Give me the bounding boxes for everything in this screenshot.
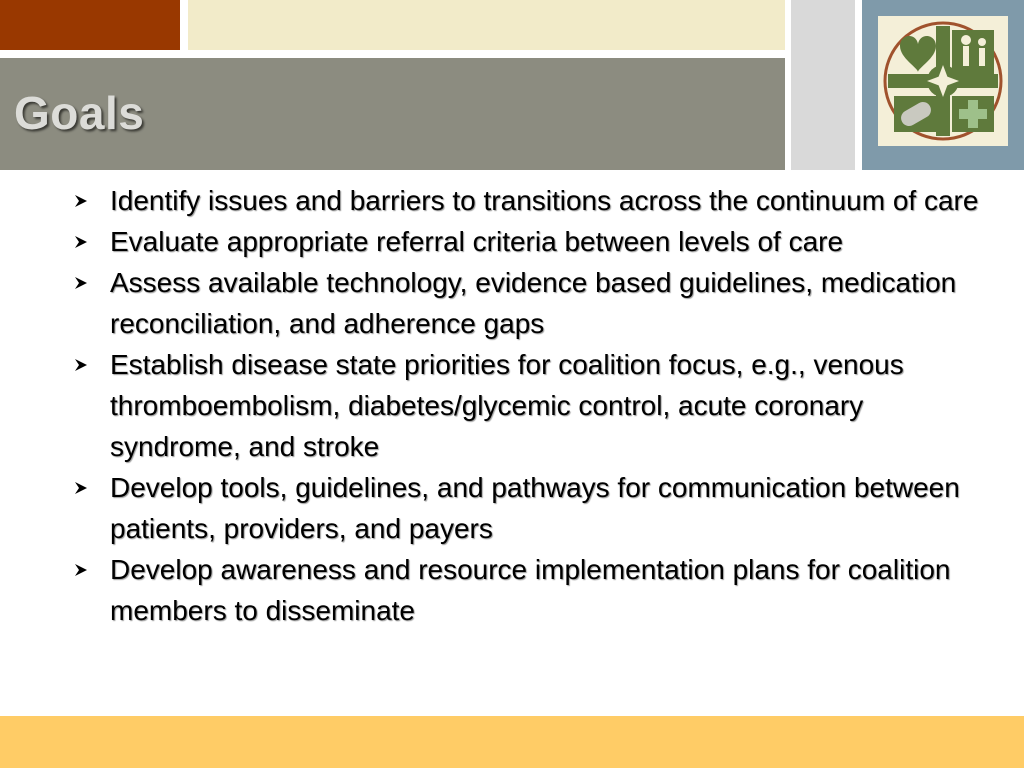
header-rust-block xyxy=(0,0,180,50)
bullet-text: Evaluate appropriate referral criteria between levels of care xyxy=(110,226,844,257)
list-item xyxy=(70,549,1000,631)
arrowhead-bullet-icon xyxy=(74,194,88,208)
bullet-text: Establish disease state priorities for coalition focus, e.g., venous thromboembolism, diabetes/glycemic control, acute coronary syndrome, and stroke xyxy=(110,349,904,462)
slide-title: Goals xyxy=(14,87,145,139)
list-item xyxy=(70,180,1000,221)
bullet-text: Develop awareness and resource implementation plans for coalition members to disseminate xyxy=(110,554,951,626)
list-item xyxy=(70,467,1000,549)
bullet-list xyxy=(70,180,1000,631)
arrowhead-bullet-icon xyxy=(74,481,88,495)
arrowhead-bullet-icon xyxy=(74,235,88,249)
bullet-text: Identify issues and barriers to transitions across the continuum of care xyxy=(110,185,979,216)
arrowhead-bullet-icon xyxy=(74,276,88,290)
arrowhead-bullet-icon xyxy=(74,563,88,577)
footer-band xyxy=(0,716,1024,768)
bullet-text: Assess available technology, evidence based guidelines, medication reconciliation, and adherence gaps xyxy=(110,267,957,339)
list-item xyxy=(70,221,1000,262)
list-item xyxy=(70,262,1000,344)
bullet-text: Develop tools, guidelines, and pathways for communication between patients, providers, and payers xyxy=(110,472,960,544)
coalition-emblem-icon xyxy=(878,16,1008,146)
header-light-strip xyxy=(791,0,855,170)
header-cream-block xyxy=(188,0,785,50)
list-item xyxy=(70,344,1000,467)
arrowhead-bullet-icon xyxy=(74,358,88,372)
